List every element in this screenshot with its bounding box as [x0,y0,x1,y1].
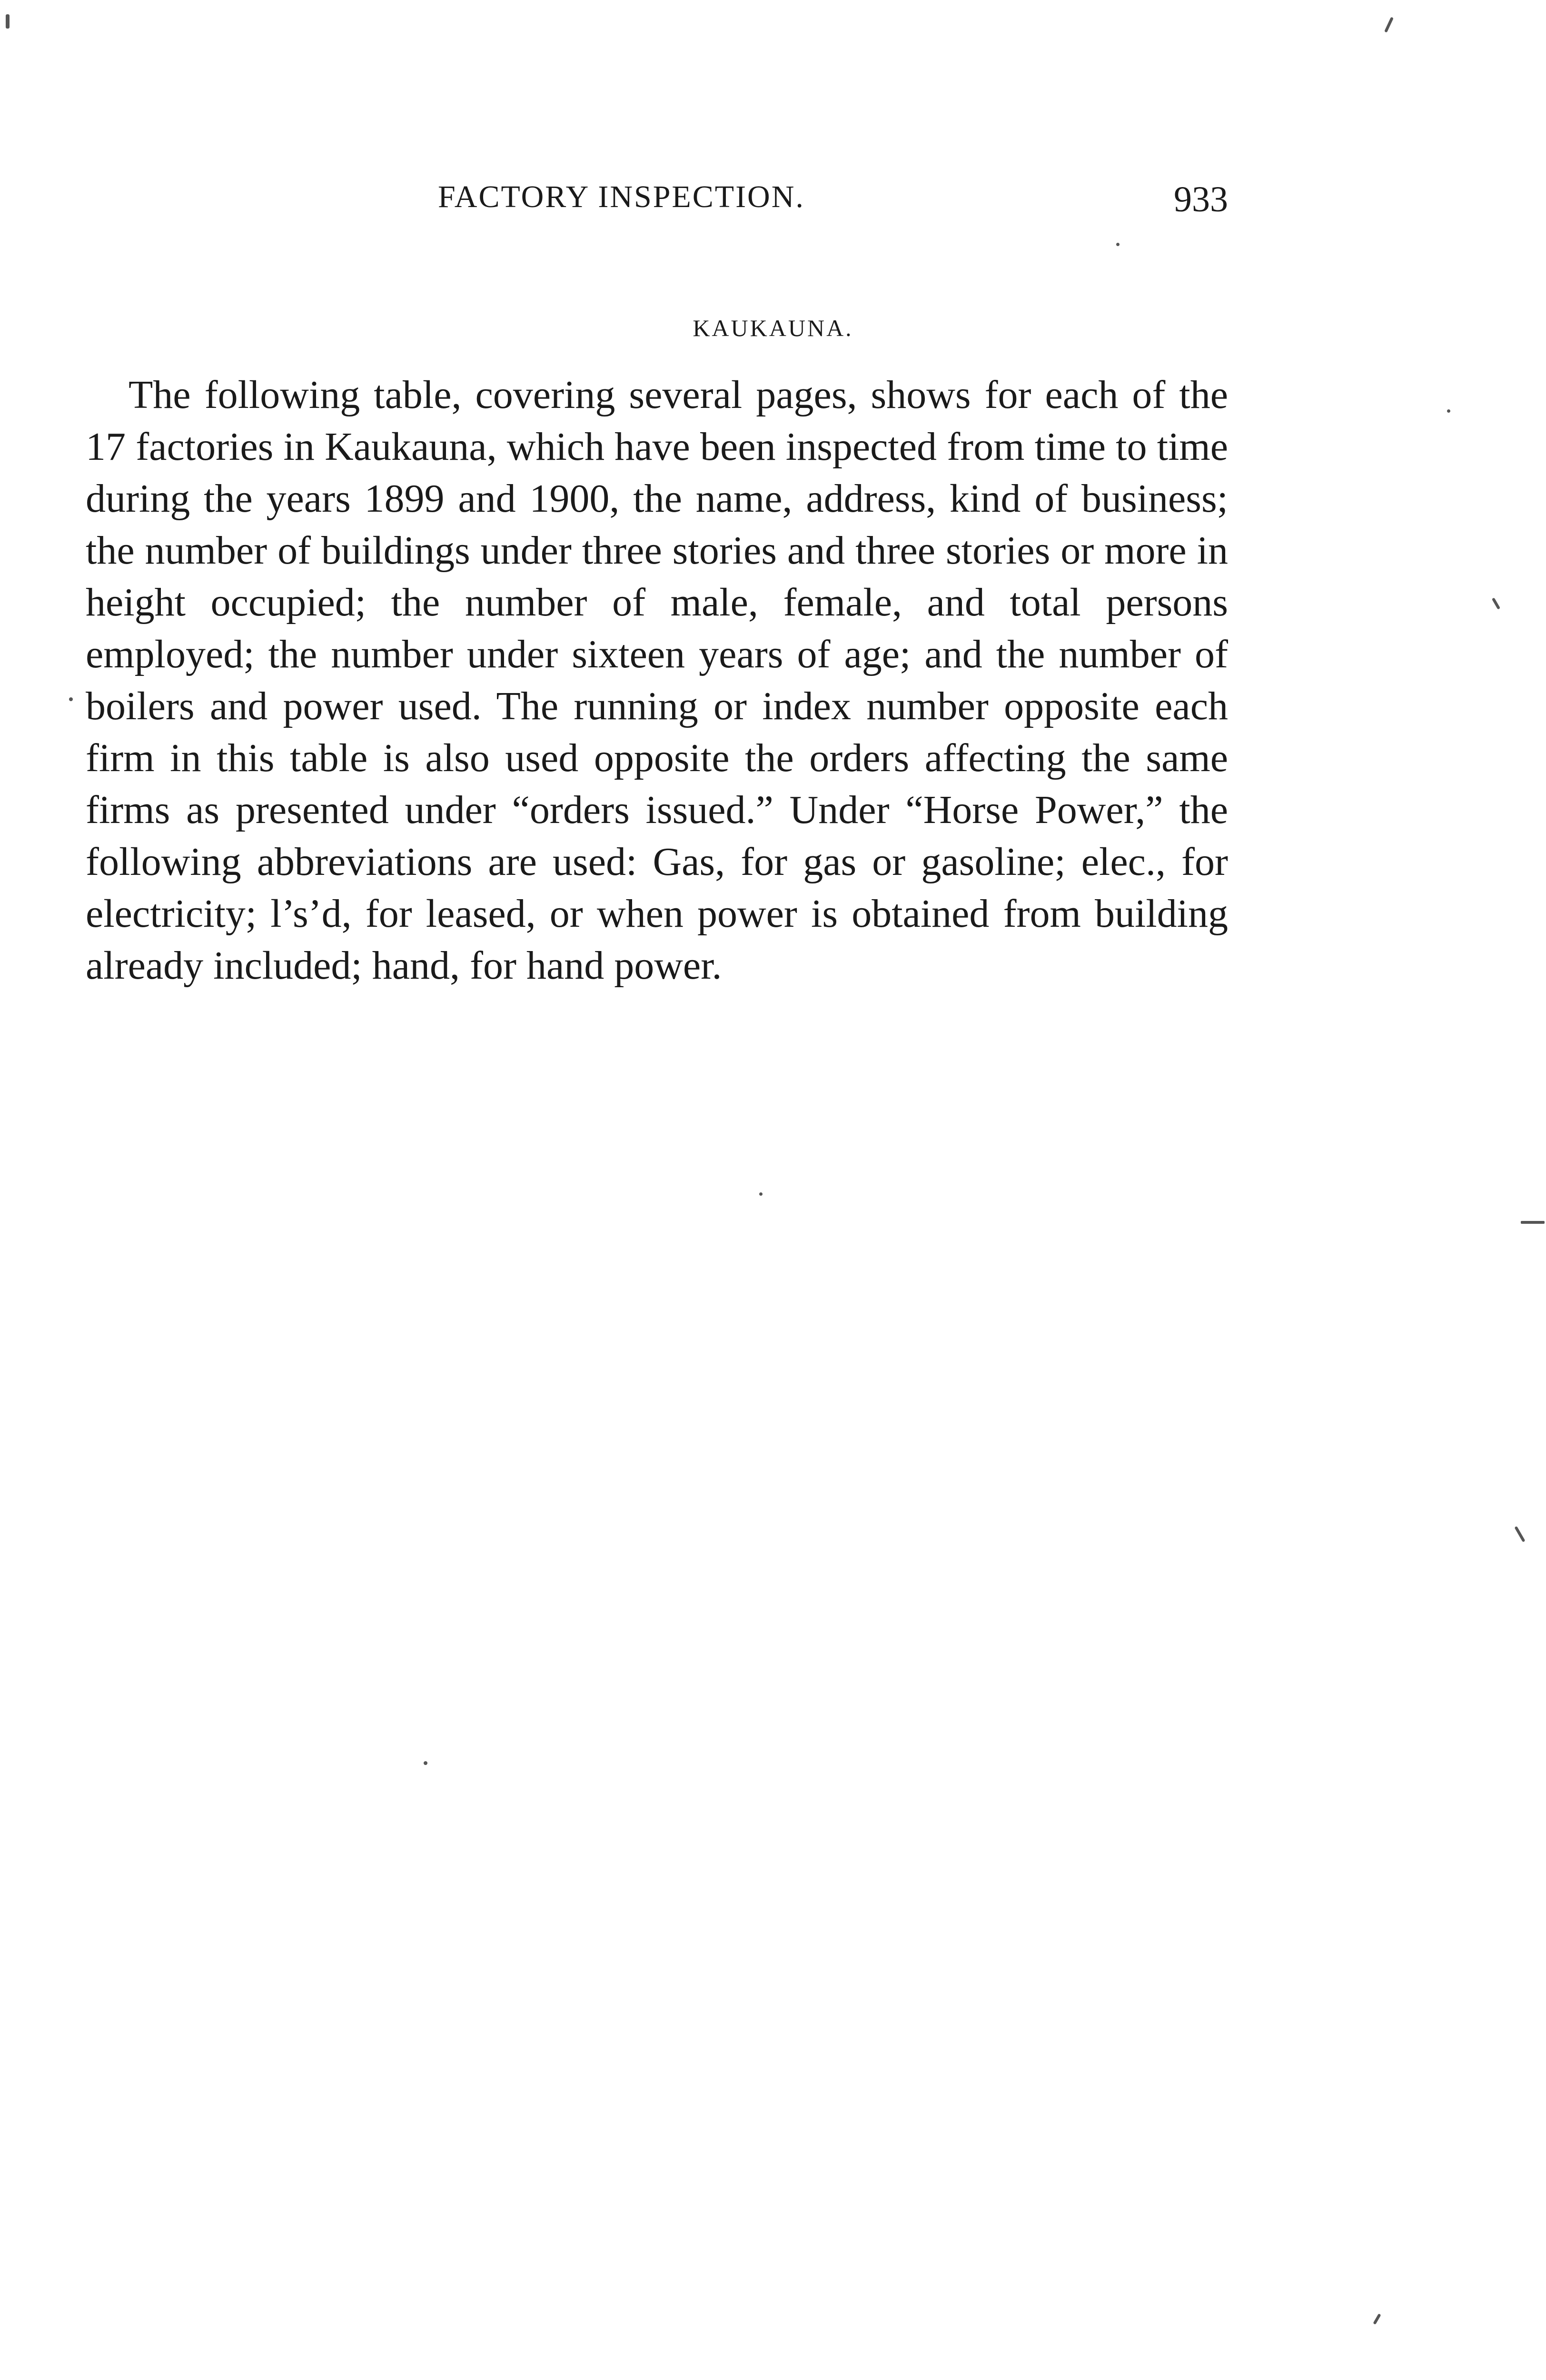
running-head [86,179,1228,231]
scan-speck [424,1761,427,1765]
scan-speck [1384,17,1394,32]
scan-speck [759,1192,763,1196]
scan-speck [1373,2313,1381,2325]
section-title: KAUKAUNA. [693,315,853,341]
scan-speck [6,14,10,29]
scan-speck [1492,597,1500,610]
scan-speck [1447,409,1450,413]
scan-speck [1521,1221,1545,1224]
page-number: 933 [1174,179,1228,219]
scan-speck [69,697,73,701]
scan-speck [1514,1526,1525,1542]
scan-speck [1116,243,1120,246]
body-paragraph: The following table, covering several pages, shows for each of the 17 factories in Kaukauna, which have been inspected from time to time during the years 1899 and 1900, the name, address, kind of business; the number of buildings under three stories and three stories or more in height occupied; the number of male, female, and total persons employed; the number under sixteen years of age; and the number of boilers and power used. The running or index number opposite each firm in this table is also used opposite the orders affecting the same firms as presented under “orders issued.” Under “Horse Power,” the following abbreviations are used: Gas, for gas or gasoline; elec., for electricity; l’s’d, for leased, or when power is obtained from building already included; hand, for hand power. [86,373,1228,988]
running-title: FACTORY INSPECTION. [438,179,805,214]
